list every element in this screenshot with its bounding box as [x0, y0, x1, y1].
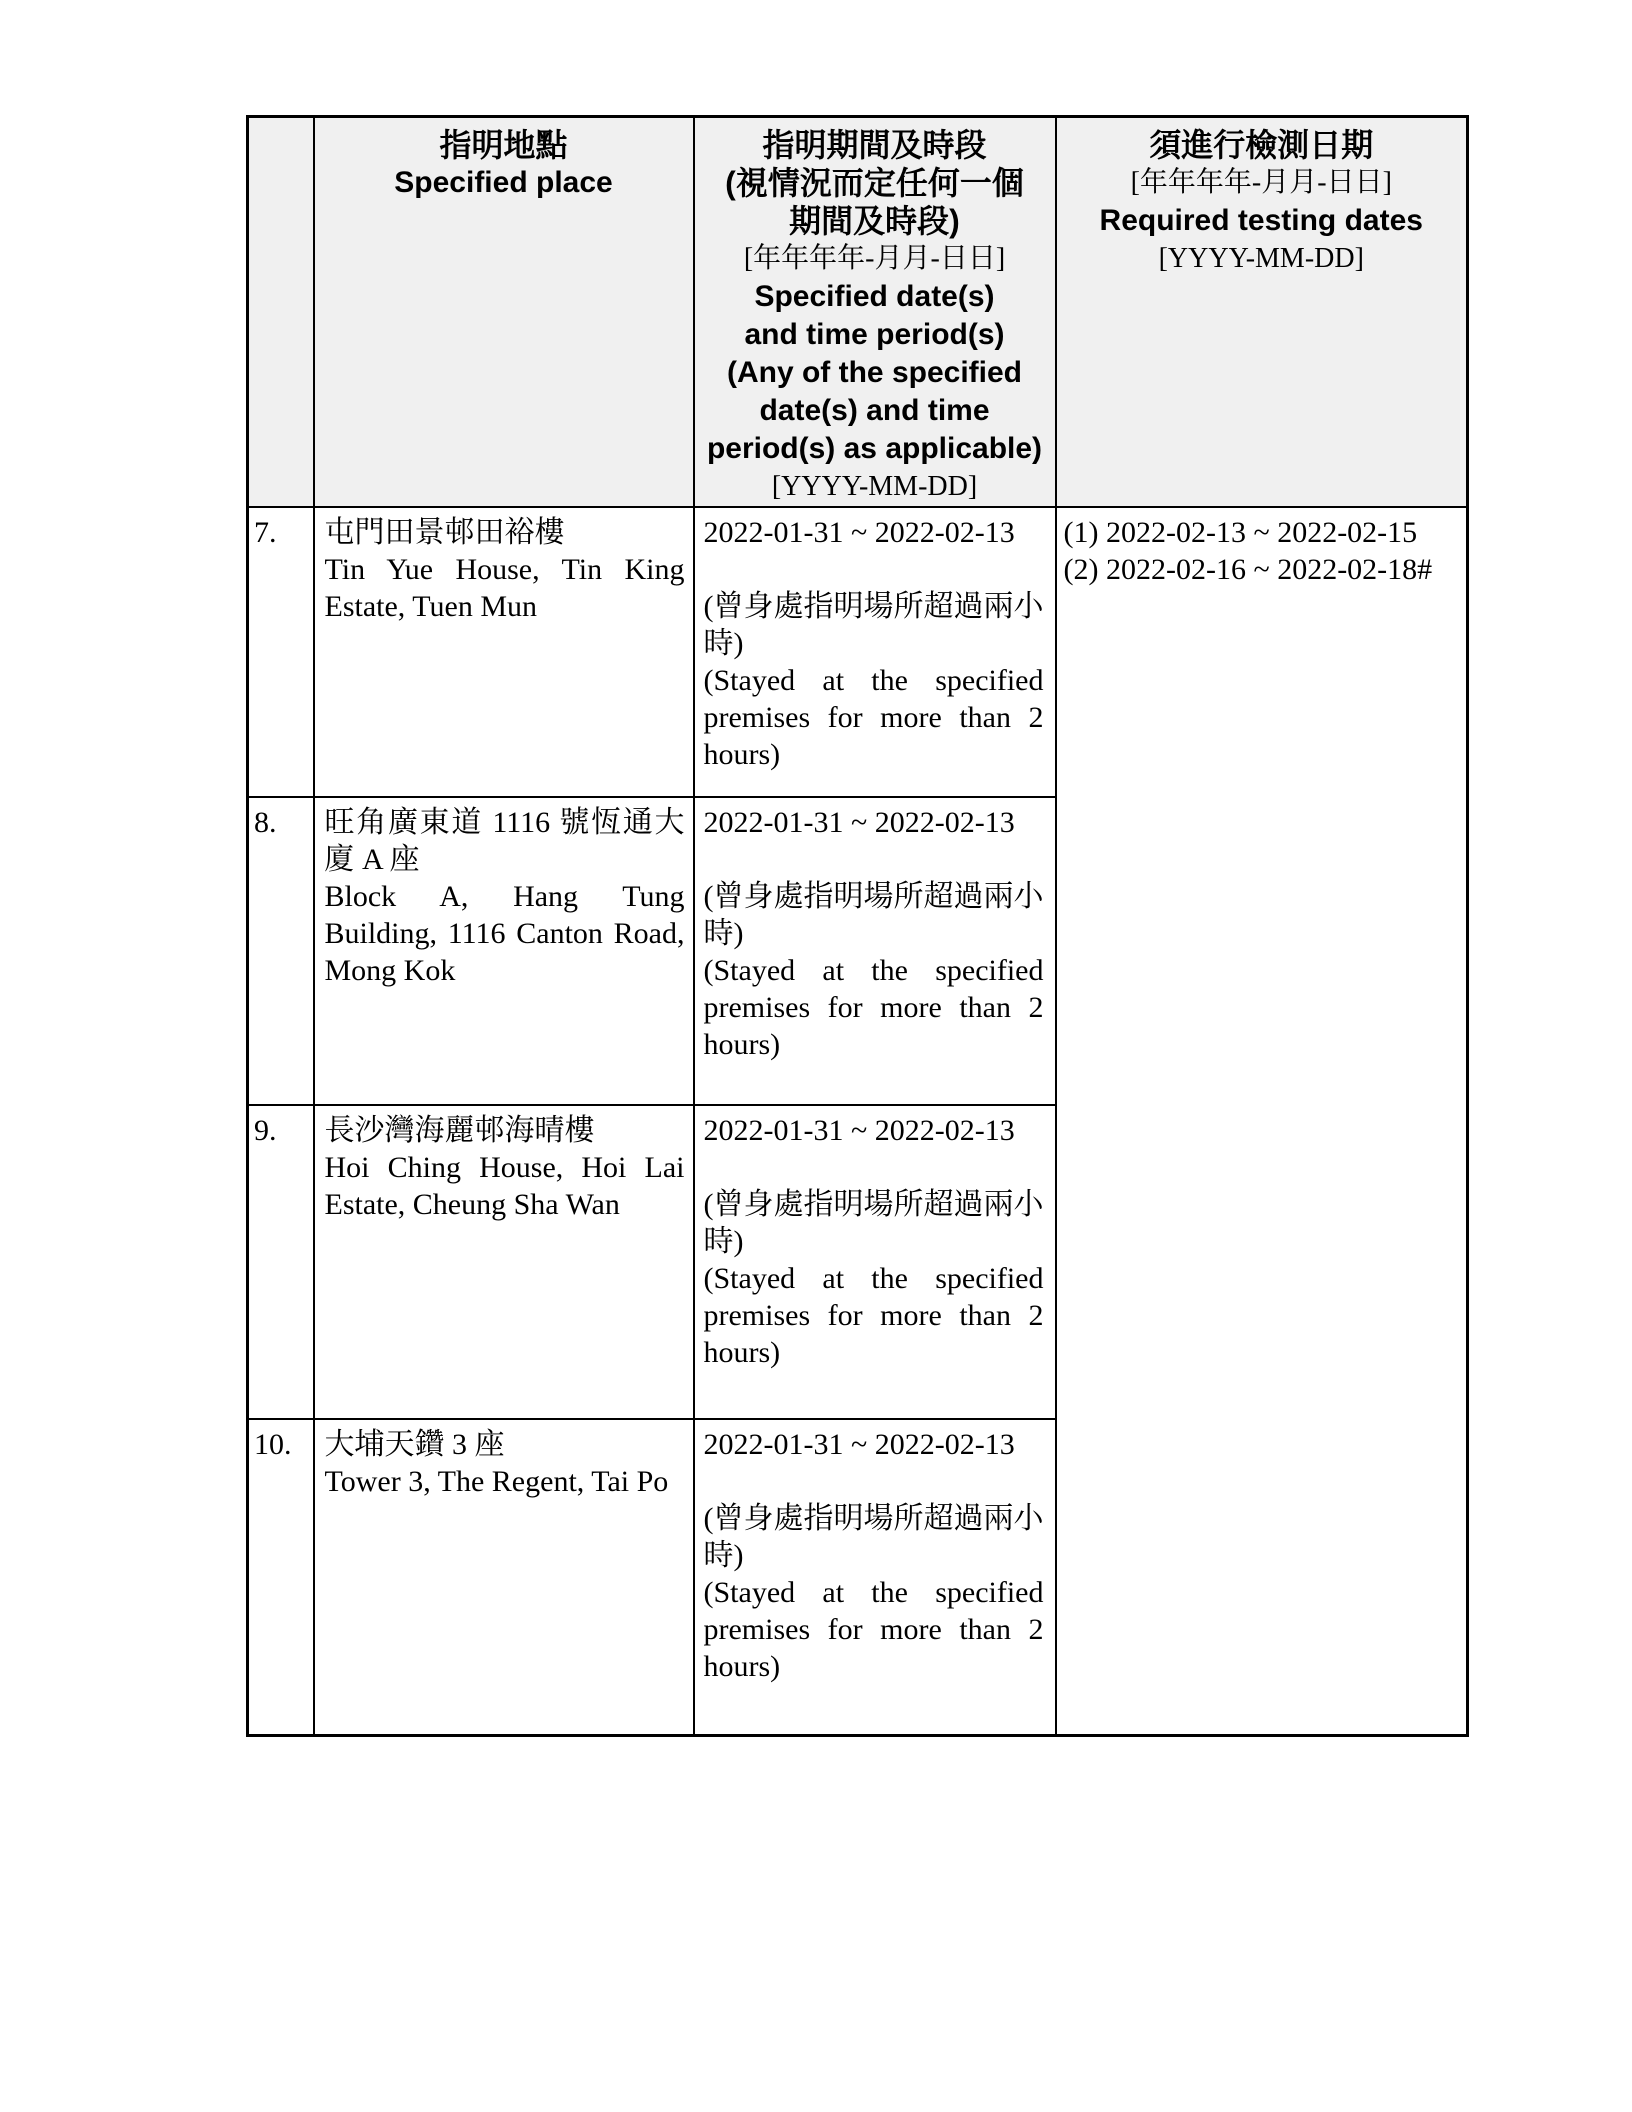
row-10-period-cell [694, 1419, 1056, 1735]
row-7-place-en: Tin Yue House, Tin King Estate, Tuen Mun [324, 553, 685, 623]
header-period-en-line3: (Any of the specified [726, 356, 1023, 389]
required-testing-dates-cell [1056, 507, 1468, 1735]
header-cell-specified-place [314, 117, 694, 508]
header-period-en-line2: and time period(s) [744, 318, 1005, 351]
row-9-period-note-en: (Stayed at the specified premises for more than 2 hours) [703, 1262, 1044, 1369]
row-8-period-note-en: (Stayed at the specified premises for more than 2 hours) [703, 954, 1044, 1061]
row-10-place-en: Tower 3, The Regent, Tai Po [324, 1465, 669, 1498]
row-8-place-cell [314, 797, 694, 1105]
spacer [704, 841, 1044, 878]
spacer [704, 551, 1044, 588]
header-period-en-line4: date(s) and time [759, 394, 990, 427]
row-7-place-cell [314, 507, 694, 797]
row-10-place-cell [314, 1419, 694, 1735]
header-cell-number [248, 117, 314, 508]
header-cell-required-testing-dates [1056, 117, 1468, 508]
row-10-period-note-en: (Stayed at the specified premises for more than 2 hours) [703, 1576, 1044, 1683]
row-8-period-date: 2022-01-31 ~ 2022-02-13 [703, 806, 1015, 839]
header-dates-format-zh: [年年年年-月月-日日] [1130, 167, 1392, 198]
header-period-en-line1: Specified date(s) [754, 280, 995, 313]
row-8-period-cell [694, 797, 1056, 1105]
row-10-period-date: 2022-01-31 ~ 2022-02-13 [703, 1428, 1015, 1461]
table-row-7 [248, 507, 1468, 797]
testing-date-range-2: (2) 2022-02-16 ~ 2022-02-18# [1063, 553, 1433, 586]
header-dates-zh: 須進行檢測日期 [1149, 127, 1374, 163]
row-10-period-note-zh: (曾身處指明場所超過兩小時) [703, 1502, 1044, 1572]
header-period-zh-line1: 指明期間及時段 [762, 127, 987, 163]
header-period-zh-line3: 期間及時段) [789, 203, 960, 239]
row-7-period-cell [694, 507, 1056, 797]
header-place-en: Specified place [394, 166, 613, 199]
table-header-row [248, 117, 1468, 508]
testing-date-range-1: (1) 2022-02-13 ~ 2022-02-15 [1063, 516, 1418, 549]
row-9-number: 9. [248, 1105, 314, 1419]
row-7-period-date: 2022-01-31 ~ 2022-02-13 [703, 516, 1015, 549]
spacer [704, 1463, 1044, 1500]
row-7-place-zh: 屯門田景邨田裕樓 [324, 516, 565, 549]
row-9-place-zh: 長沙灣海麗邨海晴樓 [324, 1114, 595, 1147]
header-period-format-en: [YYYY-MM-DD] [771, 471, 978, 502]
row-9-place-cell [314, 1105, 694, 1419]
row-8-period-note-zh: (曾身處指明場所超過兩小時) [703, 880, 1044, 950]
row-7-period-note-zh: (曾身處指明場所超過兩小時) [703, 590, 1044, 660]
row-8-place-zh: 旺角廣東道 1116 號恆通大廈 A 座 [324, 806, 685, 876]
row-9-period-note-zh: (曾身處指明場所超過兩小時) [703, 1188, 1044, 1258]
header-period-format-zh: [年年年年-月月-日日] [743, 243, 1006, 274]
header-dates-en: Required testing dates [1099, 204, 1423, 237]
row-7-period-note-en: (Stayed at the specified premises for more than 2 hours) [703, 664, 1044, 771]
row-10-place-zh: 大埔天鑽 3 座 [324, 1428, 505, 1461]
row-10-number: 10. [248, 1419, 314, 1735]
spacer [704, 1149, 1044, 1186]
row-9-place-en: Hoi Ching House, Hoi Lai Estate, Cheung Sha Wan [324, 1151, 685, 1221]
row-8-number: 8. [248, 797, 314, 1105]
row-7-number: 7. [248, 507, 314, 797]
header-period-zh-line2: (視情況而定任何一個 [725, 165, 1024, 201]
header-dates-format-en: [YYYY-MM-DD] [1158, 243, 1364, 274]
header-place-zh: 指明地點 [439, 127, 568, 163]
compulsory-testing-table [246, 115, 1469, 1737]
header-cell-specified-period [694, 117, 1056, 508]
header-period-en-line5: period(s) as applicable) [706, 432, 1043, 465]
row-8-place-en: Block A, Hang Tung Building, 1116 Canton Road, Mong Kok [324, 880, 685, 987]
row-9-period-date: 2022-01-31 ~ 2022-02-13 [703, 1114, 1015, 1147]
row-9-period-cell [694, 1105, 1056, 1419]
